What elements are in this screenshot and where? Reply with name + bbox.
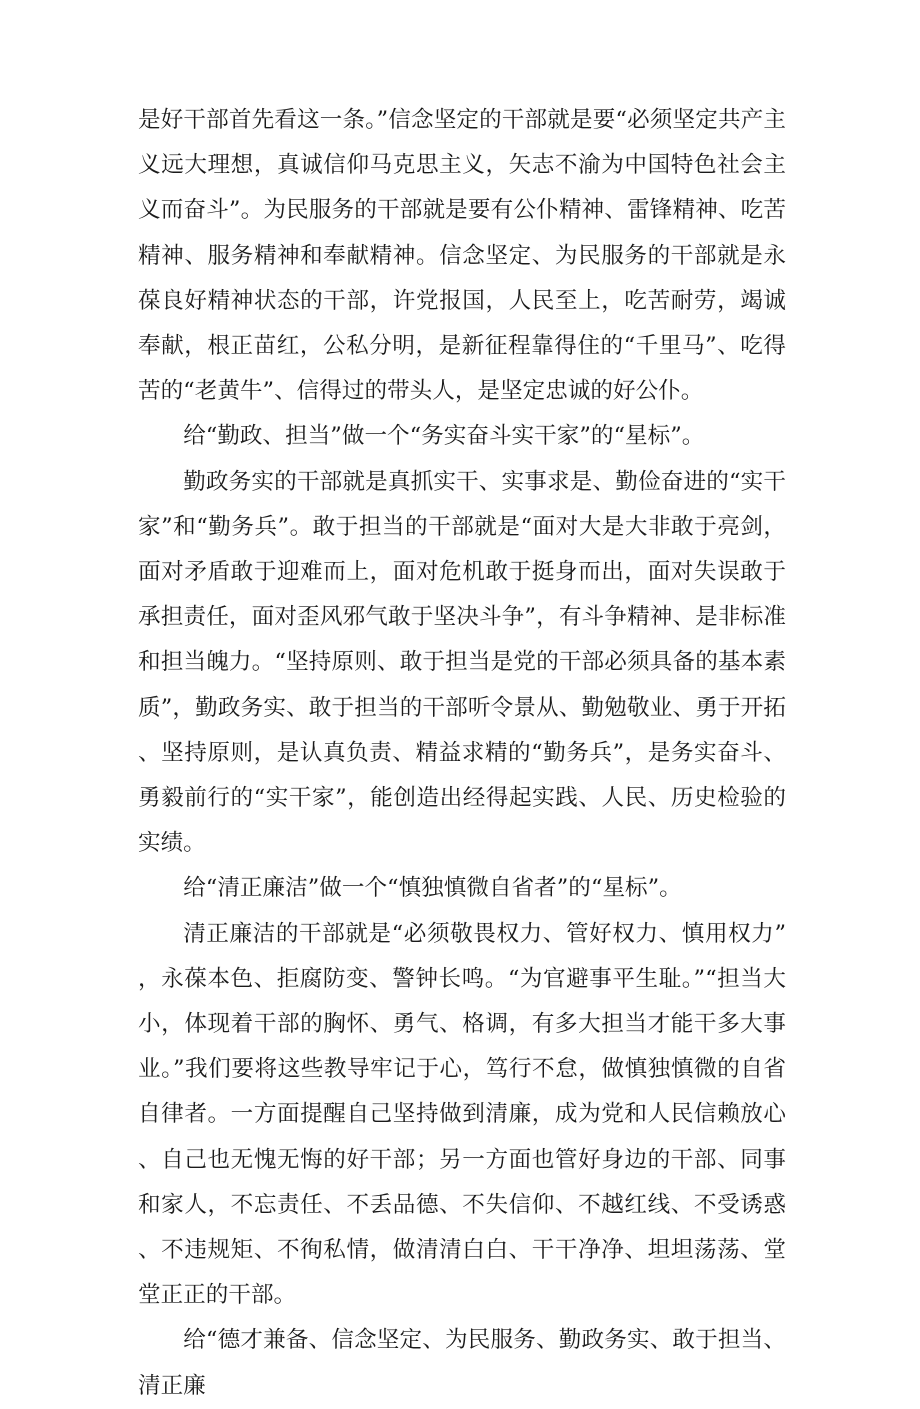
paragraph-5: 清正廉洁的干部就是“必须敬畏权力、管好权力、慎用权力”，永葆本色、拒腐防变、警钟长鸣。“为官避事平生耻。”“担当大小，体现着干部的胸怀、勇气、格调，有多大担当才能干多大事业。”我们要将这些教导牢记于心，笃行不怠，做慎独慎微的自省自律者。一方面提醒自己坚持做到清廉，成为党和人民信赖放心、自己也无愧无悔的好干部；另一方面也管好身边的干部、同事和家人，不忘责任、不丢品德、不失信仰、不越红线、不受诱惑、不违规矩、不徇私情，做清清白白、干干净净、坦坦荡荡、堂堂正正的干部。 [138, 920, 786, 1309]
paragraph-6-heading: 给“德才兼备、信念坚定、为民服务、勤政务实、敢于担当、清正廉 [138, 1327, 786, 1399]
paragraph-4-heading: 给“清正廉洁”做一个“慎独慎微自省者”的“星标”。 [183, 875, 682, 902]
paragraph-3: 勤政务实的干部就是真抓实干、实事求是、勤俭奋进的“实干家”和“勤务兵”。敢于担当的干部就是“面对大是大非敢于亮剑，面对矛盾敢于迎难而上，面对危机敢于挺身而出，面对失误敢于承担责任，面对歪风邪气敢于坚决斗争”，有斗争精神、是非标准和担当魄力。“坚持原则、敢于担当是党的干部必须具备的基本素质”，勤政务实、敢于担当的干部听令景从、勤勉敬业、勇于开拓、坚持原则，是认真负责、精益求精的“勤务兵”，是务实奋斗、勇毅前行的“实干家”，能创造出经得起实践、人民、历史检验的实绩。 [138, 468, 786, 857]
paragraph-2-heading: 给“勤政、担当”做一个“务实奋斗实干家”的“星标”。 [183, 423, 705, 450]
paragraph-1: 是好干部首先看这一条。”信念坚定的干部就是要“必须坚定共产主义远大理想，真诚信仰马克思主义，矢志不渝为中国特色社会主义而奋斗”。为民服务的干部就是要有公仆精神、雷锋精神、吃苦精神、服务精神和奉献精神。信念坚定、为民服务的干部就是永葆良好精神状态的干部，许党报国，人民至上，吃苦耐劳，竭诚奉献，根正苗红，公私分明，是新征程靠得住的“千里马”、吃得苦的“老黄牛”、信得过的带头人，是坚定忠诚的好公仆。 [138, 107, 786, 405]
document-body [138, 98, 786, 1409]
